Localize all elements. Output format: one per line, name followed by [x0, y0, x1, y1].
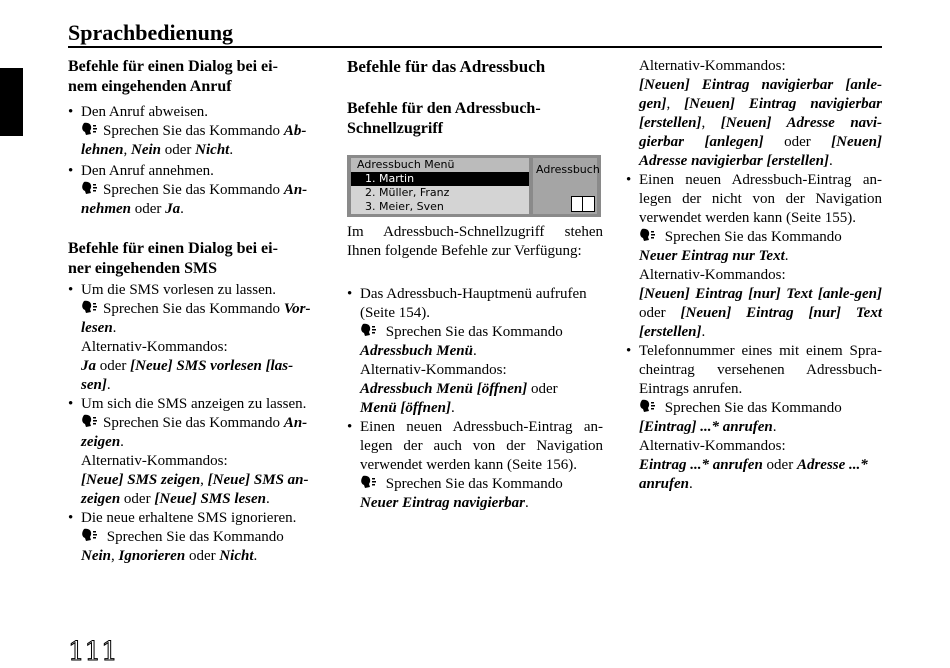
screen-row: 1. Martin [351, 172, 529, 186]
screen-row: 3. Meier, Sven [365, 200, 444, 213]
chapter-tab-marker [0, 68, 23, 136]
screen-row: 2. Müller, Franz [365, 186, 450, 199]
list-item: • Den Anruf annehmen. Sprechen Sie das Kommando An- nehmen oder Ja. [68, 162, 324, 219]
list-item: • Die neue erhaltene SMS ignorieren. Sprechen Sie das Kommando Nein, Ignorieren oder Nicht. [68, 509, 324, 566]
screen-side-panel [533, 158, 600, 214]
list-item: • Um die SMS vorlesen zu lassen. Sprechen Sie das Kommando Vor- lesen. Alternativ-Kommandos: Ja oder [Neue] SMS vorlesen [las- sen]. [68, 281, 324, 395]
list-item: • Das Adressbuch-Hauptmenü aufrufen (Seite 154). Sprechen Sie das Kommando Adressbuch Menü. Alternativ-Kommandos: Adressbuch Menü [öffnen] oder Menü [öffnen]. [347, 285, 603, 418]
speak-icon [81, 300, 99, 314]
speak-icon [81, 414, 99, 428]
page-title: Sprachbedienung [68, 20, 234, 45]
screen-menu-list [351, 158, 529, 214]
speak-icon [81, 181, 99, 195]
speak-icon [81, 528, 99, 542]
list-item: • Um sich die SMS anzeigen zu lassen. Sprechen Sie das Kommando An- zeigen. Alternativ-Kommandos: [Neue] SMS zeigen, [Neue] SMS an- zeigen oder [Neue] SMS lesen. [68, 395, 324, 509]
speak-icon [360, 323, 378, 337]
heading-adressbuch: Befehle für das Adressbuch [347, 57, 546, 76]
screen-side-label: Adressbuch [536, 163, 600, 176]
heading-sms-dialog: Befehle für einen Dialog bei ei- ner eingehenden SMS [68, 240, 278, 277]
page-header [68, 20, 882, 48]
speak-icon [81, 122, 99, 136]
column-3: Alternativ-Kommandos: [Neuen] Eintrag navigierbar [anle-gen], [Neuen] Eintrag navigierbar [erstellen], [Neuen] Adresse navi-gierbar [anlegen] oder [Neuen] Adresse navigierbar [erstellen]. • Einen neuen Adressbuch-Eintrag an-legen der nicht von der Navigation verwendet werden kann (Seite 155). Sprechen Sie das Kommando Neuer Eintrag nur Text. Alternativ-Kommandos: [Neuen] Eintrag [nur] Text [anle-gen] oder [Neuen] Eintrag [nur] Text [erstellen]. • Telefonnummer eines mit einem Spra-cheintrag versehenen Adressbuch-Eintrags anrufen. Sprechen Sie das Kommando [Eintrag] ...* anrufen. Alternativ-Kommandos: Eintrag ...* anrufen oder Adresse ...* anrufen. [626, 57, 882, 494]
speak-icon [639, 228, 657, 242]
column-1 [68, 57, 324, 566]
book-icon [571, 196, 595, 212]
list-item: • Einen neuen Adressbuch-Eintrag an-legen der auch von der Navigation verwendet werden kann (Seite 156). Sprechen Sie das Kommando Neuer Eintrag navigierbar. [347, 418, 603, 513]
column-2 [347, 57, 603, 513]
heading-anruf-dialog: Befehle für einen Dialog bei ei- nem eingehenden Anruf [68, 58, 278, 95]
list-item: • Telefonnummer eines mit einem Spra-cheintrag versehenen Adressbuch-Eintrags anrufen. Sprechen Sie das Kommando [Eintrag] ...* anrufen. Alternativ-Kommandos: Eintrag ...* anrufen oder Adresse ...* anrufen. [626, 342, 882, 494]
device-screen-image [347, 155, 601, 217]
list-item: • Einen neuen Adressbuch-Eintrag an-legen der nicht von der Navigation verwendet werden kann (Seite 155). Sprechen Sie das Kommando Neuer Eintrag nur Text. Alternativ-Kommandos: [Neuen] Eintrag [nur] Text [anle-gen] oder [Neuen] Eintrag [nur] Text [erstellen]. [626, 171, 882, 342]
heading-schnellzugriff: Befehle für den Adressbuch- Schnellzugriff [347, 100, 541, 137]
list-item: • Den Anruf abweisen. Sprechen Sie das Kommando Ab- lehnen, Nein oder Nicht. [68, 103, 324, 160]
speak-icon [360, 475, 378, 489]
screen-title: Adressbuch Menü [351, 158, 529, 172]
intro-text: Im Adressbuch-Schnellzugriff stehen Ihnen folgende Befehle zur Verfügung: [347, 224, 603, 259]
page-number: 111 [68, 637, 118, 667]
speak-icon [639, 399, 657, 413]
